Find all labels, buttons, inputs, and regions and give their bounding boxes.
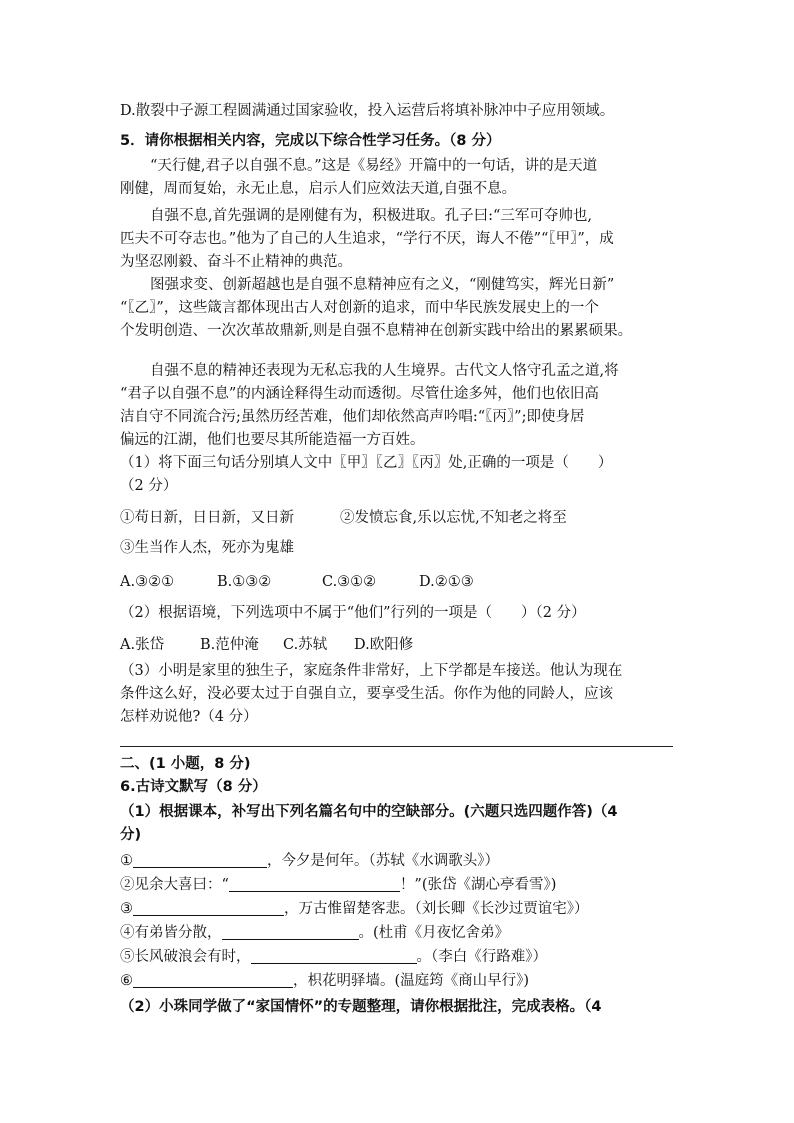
subquestion-2: （2）根据语境，下列选项中不属于“他们”行列的一项是（ ）（2 分） xyxy=(120,605,586,621)
subquestion-2-options xyxy=(120,635,413,655)
option-d: D.②①③ xyxy=(419,574,474,590)
answer-line xyxy=(120,746,673,747)
option-a: A.张岱 xyxy=(120,637,165,653)
fill-blank-5[interactable] xyxy=(251,949,417,964)
question-5-title: 5．请你根据相关内容，完成以下综合性学习任务。（8 分） xyxy=(120,133,501,149)
option-b: B.①③② xyxy=(217,574,272,590)
paragraph-3-line-2: “〖乙〗”，这些箴言都体现出古人对创新的追求，而中华民族发展史上的一个 xyxy=(120,300,599,316)
sentence-2: ②发愤忘食,乐以忘忧,不知老之将至 xyxy=(340,510,567,526)
fill-blank-3[interactable] xyxy=(133,901,284,916)
option-d: D.欧阳修 xyxy=(354,637,414,653)
paragraph-2-line-2: 匹夫不可夺志也。”他为了自己的人生追求，“学行不厌，诲人不倦”“〖甲〗”，成 xyxy=(120,231,614,247)
subquestion-3-line-3: 怎样劝说他?（4 分） xyxy=(120,709,258,725)
fill-blank-2[interactable] xyxy=(229,877,400,892)
paragraph-4-line-3: 洁自守不同流合污;虽然历经苦难，他们却依然高声吟唱:“〖丙〗”;即使身居 xyxy=(120,409,585,425)
fill-blank-1[interactable] xyxy=(133,853,267,868)
question-6-sub2: （2）小珠同学做了“家国情怀”的专题整理，请你根据批注，完成表格。（4 xyxy=(120,999,602,1015)
recitation-item-2: ②见余大喜曰：“ ！”(张岱《湖心亭看雪》) xyxy=(120,877,557,893)
subquestion-1-line-2: （2 分） xyxy=(120,478,178,494)
recitation-item-3: ③ ，万古惟留楚客悲。（刘长卿《长沙过贾谊宅》） xyxy=(120,901,589,917)
subquestion-3-line-2: 条件这么好，没必要太过于自强自立，要享受生活。你作为他的同龄人，应该 xyxy=(120,686,613,702)
paragraph-4-line-4: 偏远的江湖，他们也要尽其所能造福一方百姓。 xyxy=(120,432,425,448)
question-6-title: 6.古诗文默写（8 分） xyxy=(120,779,267,795)
choice-row-1 xyxy=(120,508,567,528)
fill-blank-6[interactable] xyxy=(133,973,293,988)
paragraph-4-line-1: 自强不息的精神还表现为无私忘我的人生境界。古代文人恪守孔孟之道,将 xyxy=(150,363,619,379)
question-6-sub1-line-1: （1）根据课本，补写出下列名篇名句中的空缺部分。(六题只选四题作答)（4 xyxy=(120,804,618,820)
fill-blank-4[interactable] xyxy=(222,925,359,940)
recitation-item-1: ① ，今夕是何年。（苏轼《水调歌头》） xyxy=(120,853,499,869)
subquestion-3-line-1: （3）小明是家里的独生子，家庭条件非常好，上下学都是车接送。他认为现在 xyxy=(120,663,623,679)
option-c: C.③①② xyxy=(322,574,377,590)
paragraph-4-line-2: “君子以自强不息”的内涵诠释得生动而透彻。尽管仕途多舛，他们也依旧高 xyxy=(120,386,599,402)
subquestion-1-line-1: （1）将下面三句话分别填人文中〖甲〗〖乙〗〖丙〗处,正确的一项是（ ） xyxy=(120,455,613,471)
paragraph-3-line-1: 图强求变、创新超越也是自强不息精神应有之义，“刚健笃实，辉光日新” xyxy=(150,277,615,293)
paragraph-3-line-3: 个发明创造、一次次革故鼎新,则是自强不息精神在创新实践中给出的累累硕果。 xyxy=(120,323,633,339)
recitation-item-6: ⑥ ，枳花明驿墙。(温庭筠《商山早行》) xyxy=(120,973,530,989)
subquestion-1-options xyxy=(120,572,474,592)
option-a: A.③②① xyxy=(120,574,175,590)
section-2-heading: 二、(1 小题，8 分) xyxy=(120,756,251,772)
recitation-item-5: ⑤长风破浪会有时， 。（李白《行路难》） xyxy=(120,949,547,965)
sentence-3: ③生当作人杰，死亦为鬼雄 xyxy=(120,540,294,556)
option-c: C.苏轼 xyxy=(283,637,328,653)
paragraph-1-line-1: “天行健,君子以自强不息。”这是《易经》开篇中的一句话，讲的是天道 xyxy=(150,158,598,174)
paragraph-2-line-1: 自强不息,首先强调的是刚健有为，积极进取。孔子曰:“三军可夺帅也, xyxy=(150,208,593,224)
paragraph-1-line-2: 刚健，周而复始，永无止息，启示人们应效法天道,自强不息。 xyxy=(120,181,517,197)
sentence-1: ①苟日新，日日新，又日新 xyxy=(120,510,294,526)
paragraph-2-line-3: 为坚忍刚毅、奋斗不止精神的典范。 xyxy=(120,254,352,270)
option-d-text: D.散裂中子源工程圆满通过国家验收，投入运营后将填补脉冲中子应用领域。 xyxy=(120,103,615,119)
option-b: B.范仲淹 xyxy=(200,637,259,653)
question-6-sub1-line-2: 分) xyxy=(120,827,142,843)
recitation-item-4: ④有弟皆分散， 。(杜甫《月夜忆舍弟》 xyxy=(120,925,510,941)
